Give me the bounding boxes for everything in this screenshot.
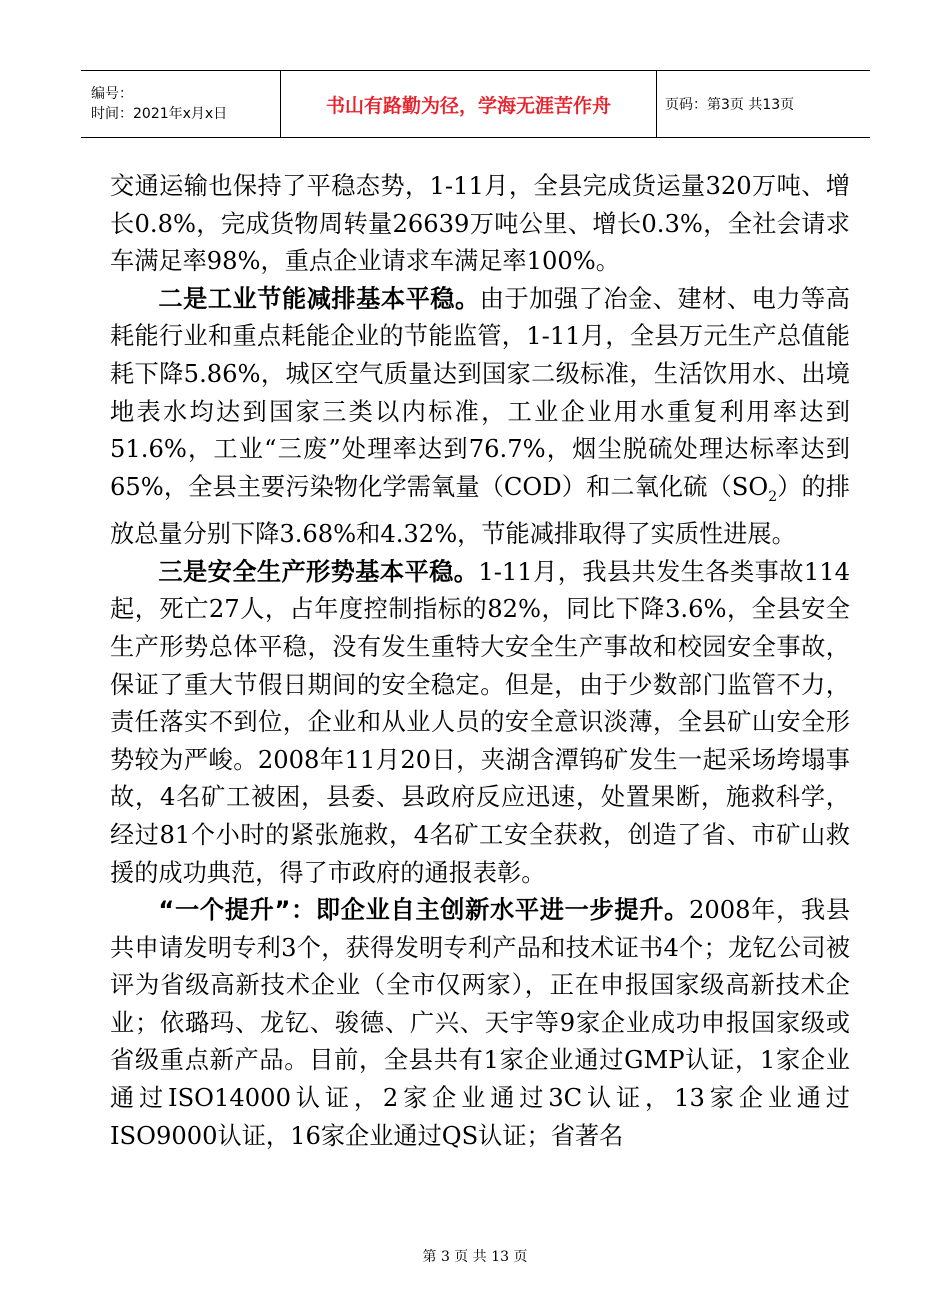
paragraph-safety bbox=[110, 554, 850, 892]
paragraph-lead: 二是工业节能减排基本平稳。 bbox=[158, 284, 480, 313]
page-header bbox=[81, 70, 870, 138]
header-meta bbox=[81, 71, 281, 137]
paragraph-text: 交通运输也保持了平稳态势，1-11月，全县完成货运量320万吨、增长0.8%，完成货物周转量26639万吨公里、增长0.3%，全社会请求车满足率98%，重点企业请求车满足率100%。 bbox=[110, 172, 850, 276]
paragraph-lead: “一个提升”：即企业自主创新水平进一步提升。 bbox=[158, 896, 689, 925]
paragraph-text-continued: ）的排放总量分别下降3.68%和4.32%，节能减排取得了实质性进展。 bbox=[110, 472, 850, 549]
paragraph-transport bbox=[110, 168, 850, 281]
motto-text: 书山有路勤为径，学海无涯苦作舟 bbox=[325, 94, 611, 117]
footer-page-number: 第 3 页 共 13 页 bbox=[422, 1249, 528, 1265]
time-label: 时间：2021年x月x日 bbox=[91, 106, 228, 122]
document-body bbox=[110, 168, 850, 1155]
header-page-info bbox=[657, 71, 870, 137]
paragraph-text: 2008年，我县共申请发明专利3个，获得发明专利产品和技术证书4个；龙钇公司被评为省级高新技术企业（全市仅两家），正在申报国家级高新技术企业；依璐玛、龙钇、骏德、广兴、天宇等9家企业成功申报国家级或省级重点新产品。目前，全县共有1家企业通过GMP认证，1家企业通过ISO14000认证，2家企业通过3C认证，13家企业通过ISO9000认证，16家企业通过QS认证；省著名 bbox=[110, 896, 851, 1150]
paragraph-innovation bbox=[110, 892, 850, 1155]
subscript-2: 2 bbox=[768, 488, 778, 505]
paragraph-lead: 三是安全生产形势基本平稳。 bbox=[158, 557, 479, 586]
page-info-text: 页码：第3页 共13页 bbox=[665, 97, 795, 113]
paragraph-energy-saving bbox=[110, 281, 850, 554]
paragraph-text: 1-11月，我县共发生各类事故114起，死亡27人，占年度控制指标的82%，同比下降3.6%，全县安全生产形势总体平稳，没有发生重特大安全生产事故和校园安全事故，保证了重大节假日期间的安全稳定。但是，由于少数部门监管不力，责任落实不到位，企业和从业人员的安全意识淡薄，全县矿山安全形势较为严峻。2008年11月20日，夹湖含潭钨矿发生一起采场垮塌事故，4名矿工被困，县委、县政府反应迅速，处置果断，施救科学，经过81个小时的紧张施救，4名矿工安全获救，创造了省、市矿山救援的成功典范，得了市政府的通报表彰。 bbox=[110, 557, 850, 887]
header-motto bbox=[281, 71, 657, 137]
paragraph-text: 由于加强了冶金、建材、电力等高耗能行业和重点耗能企业的节能监管，1-11月，全县万元生产总值能耗下降5.86%，城区空气质量达到国家二级标准，生活饮用水、出境地表水均达到国家三类以内标准，工业企业用水重复利用率达到51.6%，工业“三废”处理率达到76.7%，烟尘脱硫处理达标率达到65%，全县主要污染物化学需氧量（COD）和二氧化硫（SO bbox=[110, 284, 850, 501]
number-label: 编号： bbox=[91, 86, 133, 102]
page-footer bbox=[0, 1246, 950, 1266]
